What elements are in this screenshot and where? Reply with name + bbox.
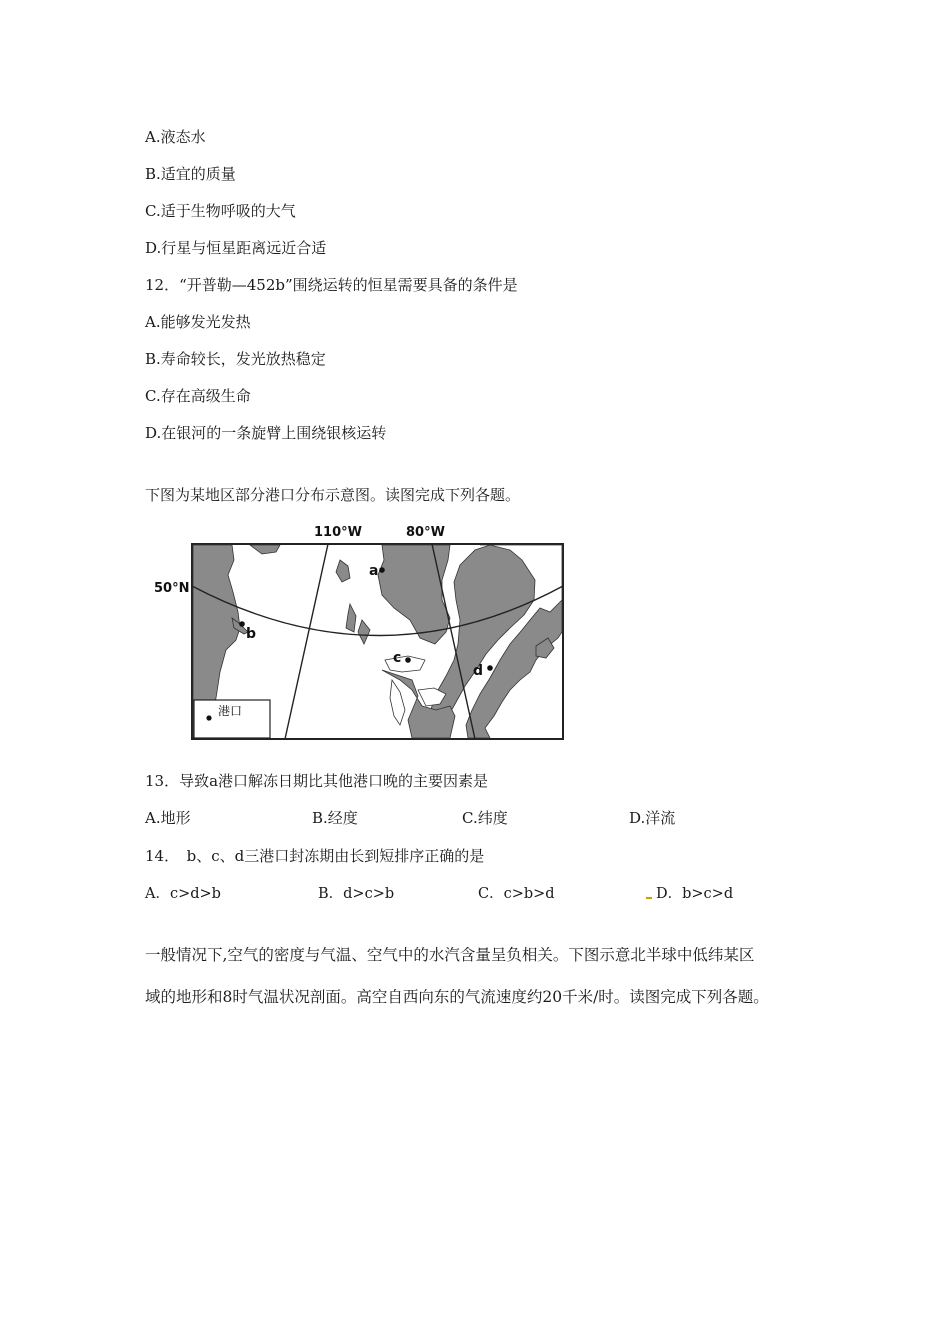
- lon-label-110w: 110°W: [314, 525, 362, 540]
- q12-option-a: A.能够发光发热: [145, 313, 251, 331]
- lon-label-80w: 80°W: [406, 525, 445, 540]
- q12-option-c: C.存在高级生命: [145, 387, 251, 405]
- q14-stem: 14． b、c、d三港口封冻期由长到短排序正确的是: [145, 847, 485, 865]
- legend-port-marker: [206, 715, 211, 720]
- q14-option-c: C．c>b>d: [478, 886, 555, 902]
- port-distribution-map: [150, 520, 570, 745]
- q13-stem: 13．导致a港口解冻日期比其他港口晚的主要因素是: [145, 772, 489, 790]
- port-marker-c: [405, 657, 411, 663]
- port-label-c: c: [393, 650, 402, 666]
- port-marker-a: [379, 567, 385, 573]
- port-label-d: d: [473, 663, 484, 679]
- q13-option-d: D.洋流: [629, 809, 676, 827]
- port-label-b: b: [246, 626, 257, 642]
- text-cursor-mark: [646, 897, 652, 899]
- port-marker-d: [487, 665, 493, 671]
- q12-option-d: D.在银河的一条旋臂上围绕银核运转: [145, 424, 387, 442]
- q14-option-a: A．c>d>b: [145, 886, 221, 902]
- q13-option-b: B.经度: [312, 809, 358, 827]
- port-label-a: a: [369, 563, 379, 579]
- q11-option-d: D.行星与恒星距离远近合适: [145, 239, 327, 257]
- q13-option-a: A.地形: [145, 809, 191, 827]
- q11-option-a: A.液态水: [145, 128, 206, 146]
- q14-option-d: D．b>c>d: [656, 886, 734, 902]
- map-intro: 下图为某地区部分港口分布示意图。读图完成下列各题。: [145, 486, 521, 504]
- q12-option-b: B.寿命较长，发光放热稳定: [145, 350, 326, 368]
- paragraph-line-2: 域的地形和8时气温状况剖面。高空自西向东的气流速度约20千米/时。读图完成下列各题。: [145, 988, 769, 1006]
- lat-label-50n: 50°N: [154, 581, 190, 596]
- q12-stem: 12．“开普勒—452b”围绕运转的恒星需要具备的条件是: [145, 276, 518, 294]
- q11-option-b: B.适宜的质量: [145, 165, 236, 183]
- q11-option-c: C.适于生物呼吸的大气: [145, 202, 296, 220]
- q14-option-b: B．d>c>b: [318, 886, 395, 902]
- q13-option-c: C.纬度: [462, 809, 508, 827]
- port-marker-b: [239, 621, 245, 627]
- paragraph-line-1: 一般情况下,空气的密度与气温、空气中的水汽含量呈负相关。下图示意北半球中低纬某区: [145, 946, 755, 964]
- legend-port-label: 港口: [218, 704, 243, 718]
